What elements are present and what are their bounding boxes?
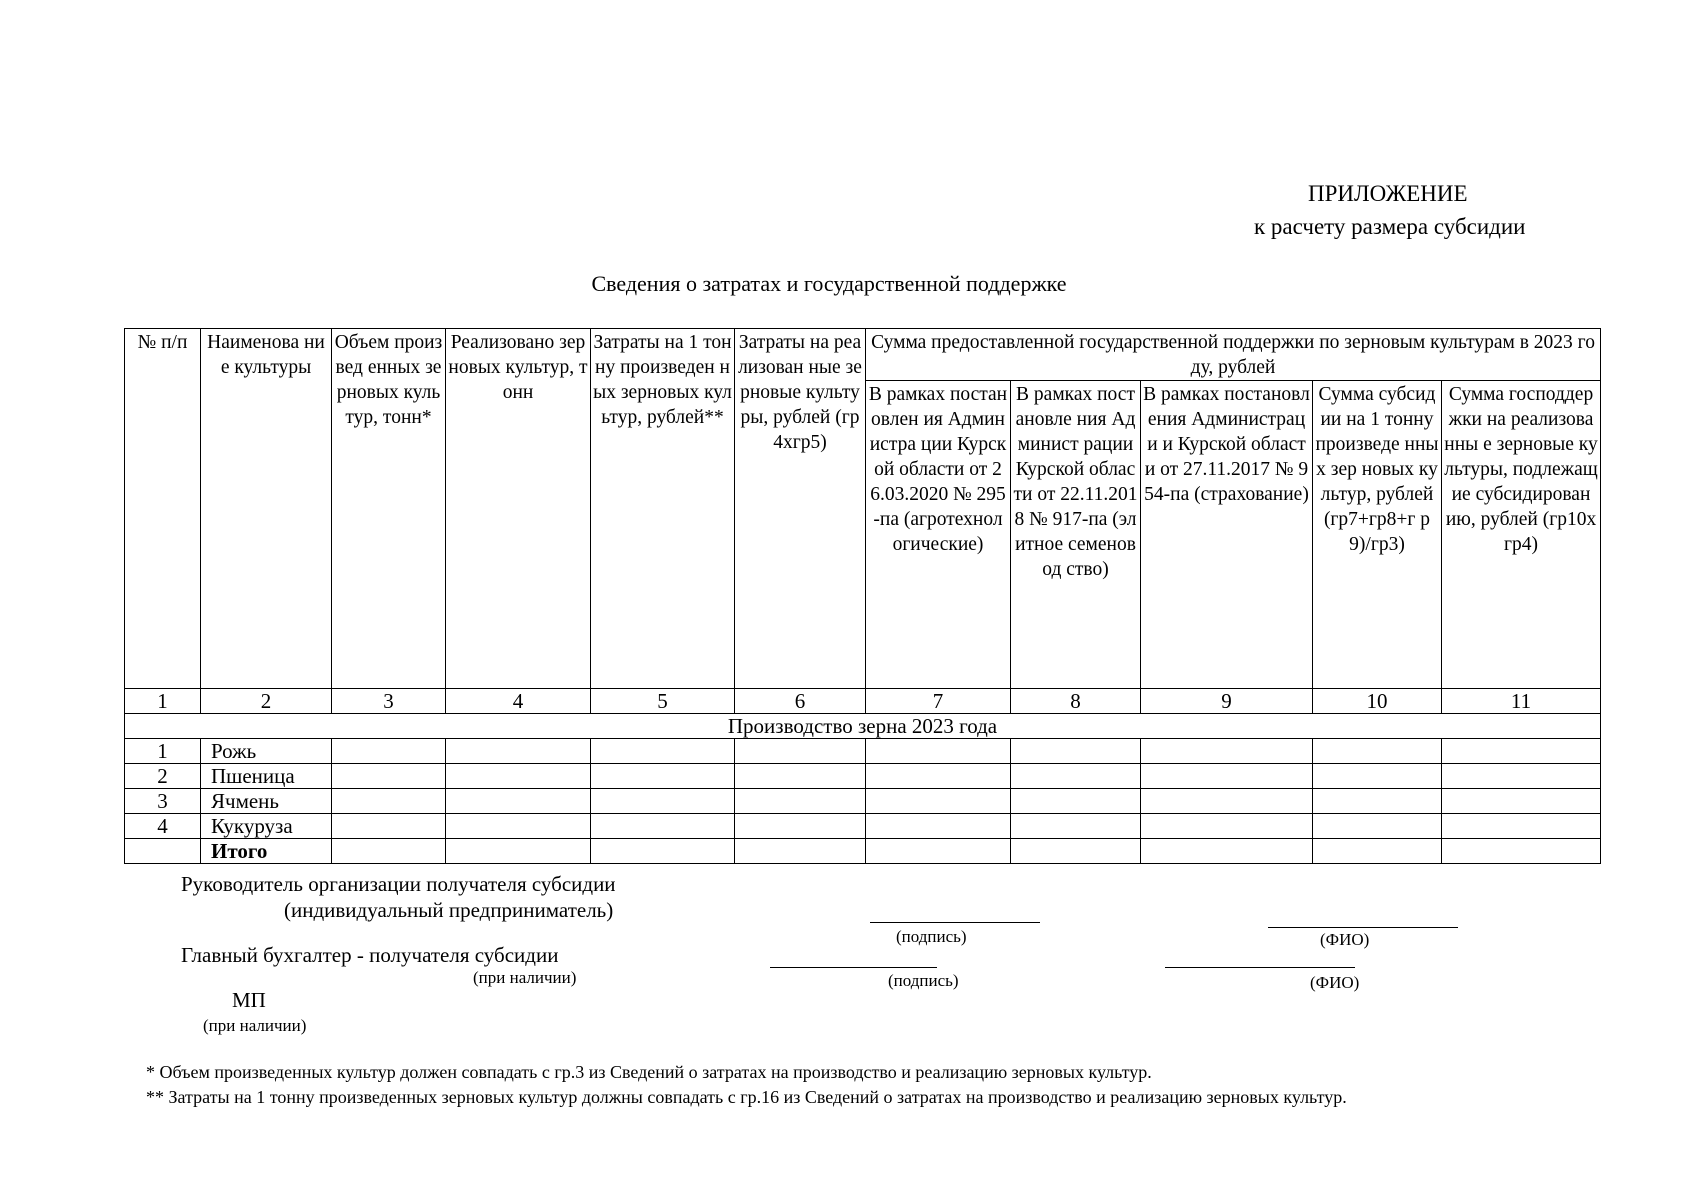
table-cell — [332, 839, 446, 864]
table-cell — [1442, 739, 1601, 764]
table-cell — [591, 814, 735, 839]
col-header-sold-volume: Реализовано зерновых культур, тонн — [446, 329, 591, 689]
table-cell — [591, 739, 735, 764]
table-cell — [446, 814, 591, 839]
table-cell — [866, 739, 1011, 764]
section-label: Производство зерна 2023 года — [125, 714, 1601, 739]
table-cell — [125, 839, 201, 864]
footnote-2: ** Затраты на 1 тонну произведенных зерновых культур должны совпадать с гр.16 из Сведений о затратах на производство и реализацию зерновых культур. — [146, 1087, 1347, 1107]
col-header-insurance: В рамках постановления Администраци и Курской области от 27.11.2017 № 954-па (страхование) — [1141, 381, 1313, 689]
head-signatory-label: Руководитель организации получателя субсидии — [181, 872, 616, 896]
table-cell — [591, 839, 735, 864]
table-cell — [1313, 739, 1442, 764]
col-number: 5 — [591, 689, 735, 714]
table-cell — [1141, 839, 1313, 864]
head-signature-line — [870, 922, 1040, 923]
col-number: 9 — [1141, 689, 1313, 714]
accountant-signature-line — [770, 967, 937, 968]
col-number: 2 — [201, 689, 332, 714]
row-crop-name: Ячмень — [201, 789, 332, 814]
table-cell — [332, 814, 446, 839]
table-cell — [1011, 789, 1141, 814]
stamp-if-available: (при наличии) — [203, 1016, 307, 1035]
col-number: 6 — [735, 689, 866, 714]
table-cell — [1011, 764, 1141, 789]
col-header-crop-name: Наименова ние культуры — [201, 329, 332, 689]
col-header-agrotech: В рамках постановлен ия Администра ции Курской области от 26.03.2020 № 295-па (агротехнол огические) — [866, 381, 1011, 689]
row-num: 1 — [125, 739, 201, 764]
stamp-label: МП — [232, 988, 266, 1012]
table-cell — [332, 789, 446, 814]
table-cell — [1313, 814, 1442, 839]
col-number: 7 — [866, 689, 1011, 714]
table-cell — [591, 764, 735, 789]
col-number: 1 — [125, 689, 201, 714]
accountant-name-line — [1165, 967, 1355, 968]
footnote-1: * Объем произведенных культур должен совпадать с гр.3 из Сведений о затратах на производство и реализацию зерновых культур. — [146, 1062, 1152, 1082]
row-num: 2 — [125, 764, 201, 789]
table-row — [125, 764, 1601, 789]
col-header-subsidy-per-ton: Сумма субсидии на 1 тонну произведе нных зер новых культур, рублей (гр7+гр8+г р9)/гр3) — [1313, 381, 1442, 689]
table-cell — [446, 739, 591, 764]
table-row — [125, 739, 1601, 764]
row-crop-name: Рожь — [201, 739, 332, 764]
table-cell — [1313, 764, 1442, 789]
table-row — [125, 814, 1601, 839]
table-row — [125, 789, 1601, 814]
col-header-cost-sold: Затраты на реализован ные зерновые культуры, рублей (гр4хгр5) — [735, 329, 866, 689]
col-header-cost-per-ton: Затраты на 1 тонну произведен ных зерновых культур, рублей** — [591, 329, 735, 689]
col-number: 3 — [332, 689, 446, 714]
table-cell — [1011, 739, 1141, 764]
row-num: 4 — [125, 814, 201, 839]
table-cell — [446, 789, 591, 814]
group-header-state-support: Сумма предоставленной государственной поддержки по зерновым культурам в 2023 году, рублей — [866, 329, 1601, 381]
table-cell — [1141, 739, 1313, 764]
col-header-support-sold: Сумма господдержки на реализованны е зерновые культуры, подлежащие субсидирован ию, рублей (гр10хгр4) — [1442, 381, 1601, 689]
table-cell — [735, 764, 866, 789]
appendix-title: ПРИЛОЖЕНИЕ — [1308, 181, 1468, 206]
table-cell — [332, 739, 446, 764]
table-cell — [1141, 764, 1313, 789]
table-cell — [446, 839, 591, 864]
col-number: 11 — [1442, 689, 1601, 714]
support-table — [124, 328, 1601, 864]
table-cell — [1011, 839, 1141, 864]
accountant-if-available: (при наличии) — [473, 968, 577, 987]
appendix-subtitle: к расчету размера субсидии — [1254, 214, 1526, 239]
accountant-label: Главный бухгалтер - получателя субсидии — [181, 943, 559, 967]
accountant-signature-caption: (подпись) — [888, 971, 959, 990]
total-row — [125, 839, 1601, 864]
table-cell — [866, 814, 1011, 839]
head-signatory-sublabel: (индивидуальный предприниматель) — [284, 898, 614, 922]
table-cell — [735, 739, 866, 764]
head-signature-caption: (подпись) — [896, 927, 967, 946]
table-cell — [735, 814, 866, 839]
table-cell — [591, 789, 735, 814]
col-number: 8 — [1011, 689, 1141, 714]
table-cell — [1442, 764, 1601, 789]
head-name-caption: (ФИО) — [1320, 930, 1370, 949]
document-title: Сведения о затратах и государственной поддержке — [591, 271, 1067, 296]
table-cell — [735, 839, 866, 864]
table-cell — [1011, 814, 1141, 839]
table-cell — [866, 764, 1011, 789]
table-cell — [1442, 814, 1601, 839]
table-cell — [1313, 789, 1442, 814]
col-number: 10 — [1313, 689, 1442, 714]
table-cell — [332, 764, 446, 789]
col-number: 4 — [446, 689, 591, 714]
table-cell — [446, 764, 591, 789]
head-name-line — [1268, 927, 1458, 928]
table-cell — [1313, 839, 1442, 864]
row-num: 3 — [125, 789, 201, 814]
col-header-produced-volume: Объем произвед енных зерновых культур, тонн* — [332, 329, 446, 689]
table-cell — [866, 789, 1011, 814]
col-header-elite-seed: В рамках постановле ния Админист рации Курской области от 22.11.2018 № 917-па (элитное семеновод ство) — [1011, 381, 1141, 689]
table-cell — [1442, 839, 1601, 864]
table-cell — [1141, 789, 1313, 814]
table-cell — [1141, 814, 1313, 839]
row-crop-name: Кукуруза — [201, 814, 332, 839]
col-header-num: № п/п — [125, 329, 201, 689]
table-cell — [735, 789, 866, 814]
accountant-name-caption: (ФИО) — [1310, 973, 1360, 992]
table-cell — [1442, 789, 1601, 814]
row-crop-name: Пшеница — [201, 764, 332, 789]
table-cell — [866, 839, 1011, 864]
total-label: Итого — [201, 839, 332, 864]
